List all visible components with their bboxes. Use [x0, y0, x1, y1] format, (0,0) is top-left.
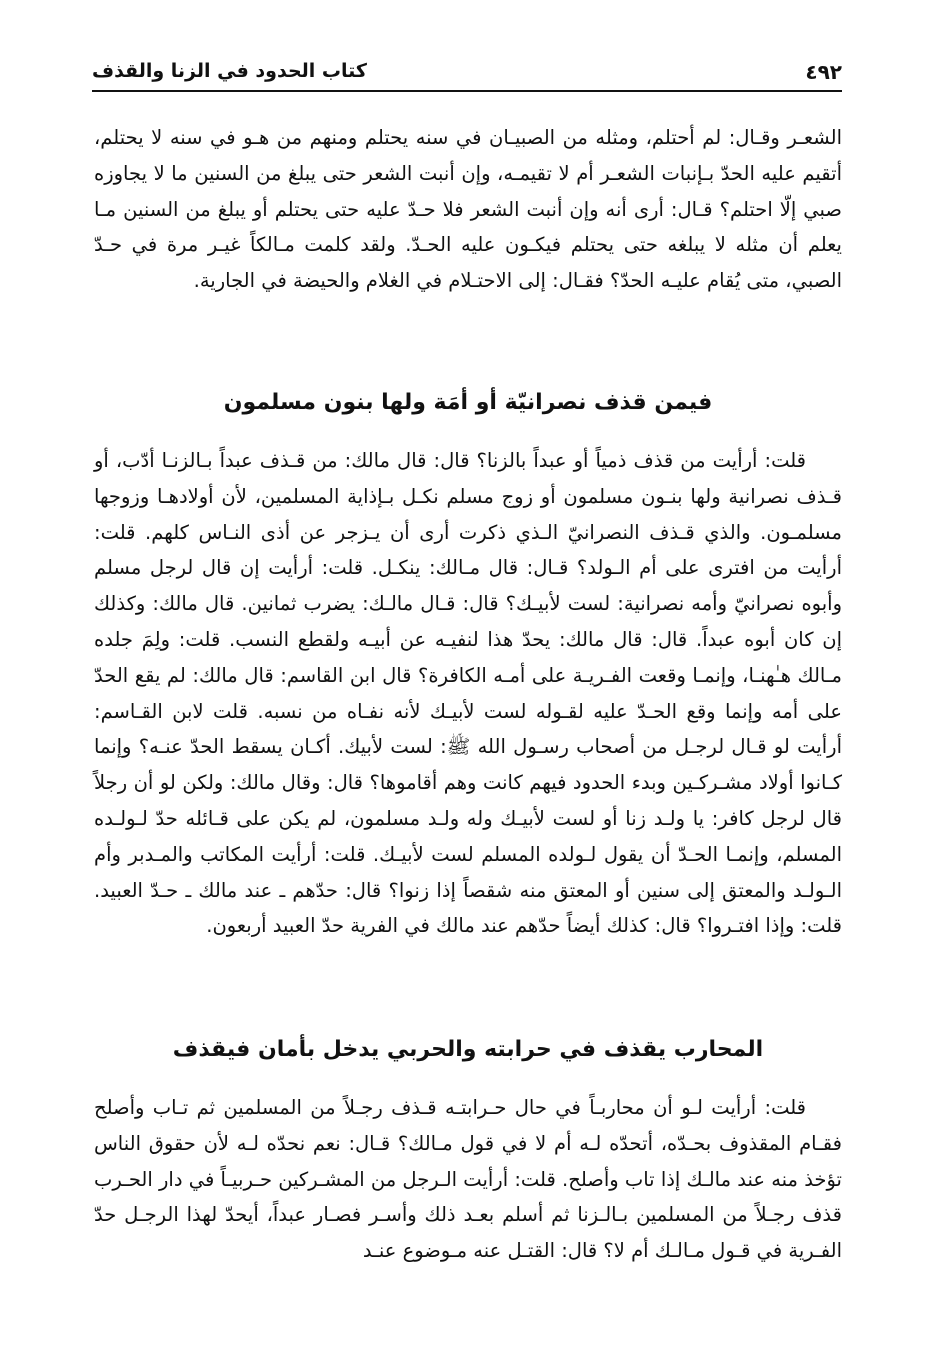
section-heading-qadhf-nasraniya: فيمن قذف نصرانيّة أو أمَة ولها بنون مسلمون — [223, 390, 713, 415]
page-header — [92, 56, 842, 92]
paragraph-qadhf-rulings-text: قلت: أرأيت من قذف ذمياً أو عبداً بالزنا؟ قال: قال مالك: من قـذف عبداً بـالزنـا أدّب، أو قـذف نصرانية ولها بنـون مسلمون أو زوج مسلم نكـل بـإذاية المسلمين، لأن أولادهـا وزوجها مسلمـون. والذي قـذف النصرانيّ الـذي ذكرت أرى أن يـزجر عن أذى النـاس كلهم. قلت: أرأيت من افترى على أم الـولد؟ قـال: قال مـالك: ينكـل. قلت: أرأيت إن قال لرجل مسلم وأبوه نصرانيّ وأمه نصرانية: لست لأبيـك؟ قال: قـال مالـك: يضرب ثمانين. قال مالك: وكذلك إن كان أبوه عبداً. قال: قال مالك: يحدّ هذا لنفيـه عن أبيـه ولقطع النسب. قلت: ولِمَ جلده مـالك هـٰهنـا، وإنمـا وقعت الفـريـة على أمـه الكافرة؟ قال ابن القاسم: قال مالك: لم يقع الحدّ على أمه وإنما وقع الحـدّ عليه لقـوله لست لأبيـك لأنه نفـاه من نسبه. قلت لابن القـاسم: أرأيت لو قـال لرجـل من أصحاب رسـول الله ﷺ: لست لأبيك. أكـان يسقط الحدّ عنـه؟ وإنما كـانوا أولاد مشـركـين وبدء الحدود فيهم كانت وهم أقاموها؟ قال: وقال مالك: ولكن لو أن رجلاً قال لرجل كافر: يا ولـد زنا أو لست لأبيـك وله ولـد مسلمون، لم يكن على قـائله حدّ لـولـده المسلم، وإنمـا الحـدّ أن يقول لـولده المسلم لست لأبيـك. قلت: أرأيت المكاتب والمـدبر وأم الـولـد والمعتق إلى سنين أو المعتق منه شقصاً إذا زنوا؟ قال: حدّهم ـ عند مالك ـ حـدّ العبيد. قلت: وإذا افتـروا؟ قال: كذلك أيضاً حدّهم عند مالك في الفرية حدّ العبيد أربعون. — [94, 449, 842, 938]
section-heading-muharib: المحارب يقذف في حرابته والحربي يدخل بأمان فيقذف — [172, 1037, 764, 1062]
paragraph-muharib-rulings — [94, 1090, 842, 1269]
paragraph-qadhf-rulings — [94, 443, 842, 944]
paragraph-continuation: الشعـر وقـال: لم أحتلم، ومثله من الصبيـان في سنه يحتلم ومنهم من هـو في سنه لا يحتلم، أتقيم عليه الحدّ بـإنبات الشعـر أم لا تقيمـه، وإن أنبت الشعر حتى يبلغ من السنين ما لا يجاوزه صبي إلّا احتلم؟ قـال: أرى أنه وإن أنبت الشعر فلا حـدّ عليه حتى يحتلم أو يبلغ من السنين مـا يعلم أن مثله لا يبلغه حتى يحتلم فيكـون عليه الحـدّ. ولقد كلمت مـالكاً غيـر مرة في حـدّ الصبي، متى يُقام عليـه الحدّ؟ فقـال: إلى الاحتـلام في الغلام والحيضة في الجارية. — [94, 126, 842, 293]
running-title: كتاب الحدود في الزنا والقذف — [92, 60, 367, 82]
paragraph-muharib-rulings-text: قلت: أرأيت لـو أن محاربـاً في حال حـرابتـه قـذف رجـلاً من المسلمين ثم تـاب وأصلح فقـام المقذوف بحـدّه، أتحدّه لـه أم لا في قول مـالك؟ قـال: نعم نحدّه لـه لأن حقوق الناس تؤخذ منه عند مالـك إذا تاب وأصلح. قلت: أرأيت الـرجل من المشـركين حـربيـاً في دار الحـرب قذف رجـلاً من المسلمين بـالـزنا ثم أسلم بعـد ذلك وأسـر فصـار عبداً، أيحدّ لهذا الرجـل حدّ الفـرية في قـول مـالـك أم لا؟ قال: القتـل عنه مـوضوع عنـد — [94, 1096, 842, 1263]
page-number: ٤٩٢ — [805, 60, 842, 84]
